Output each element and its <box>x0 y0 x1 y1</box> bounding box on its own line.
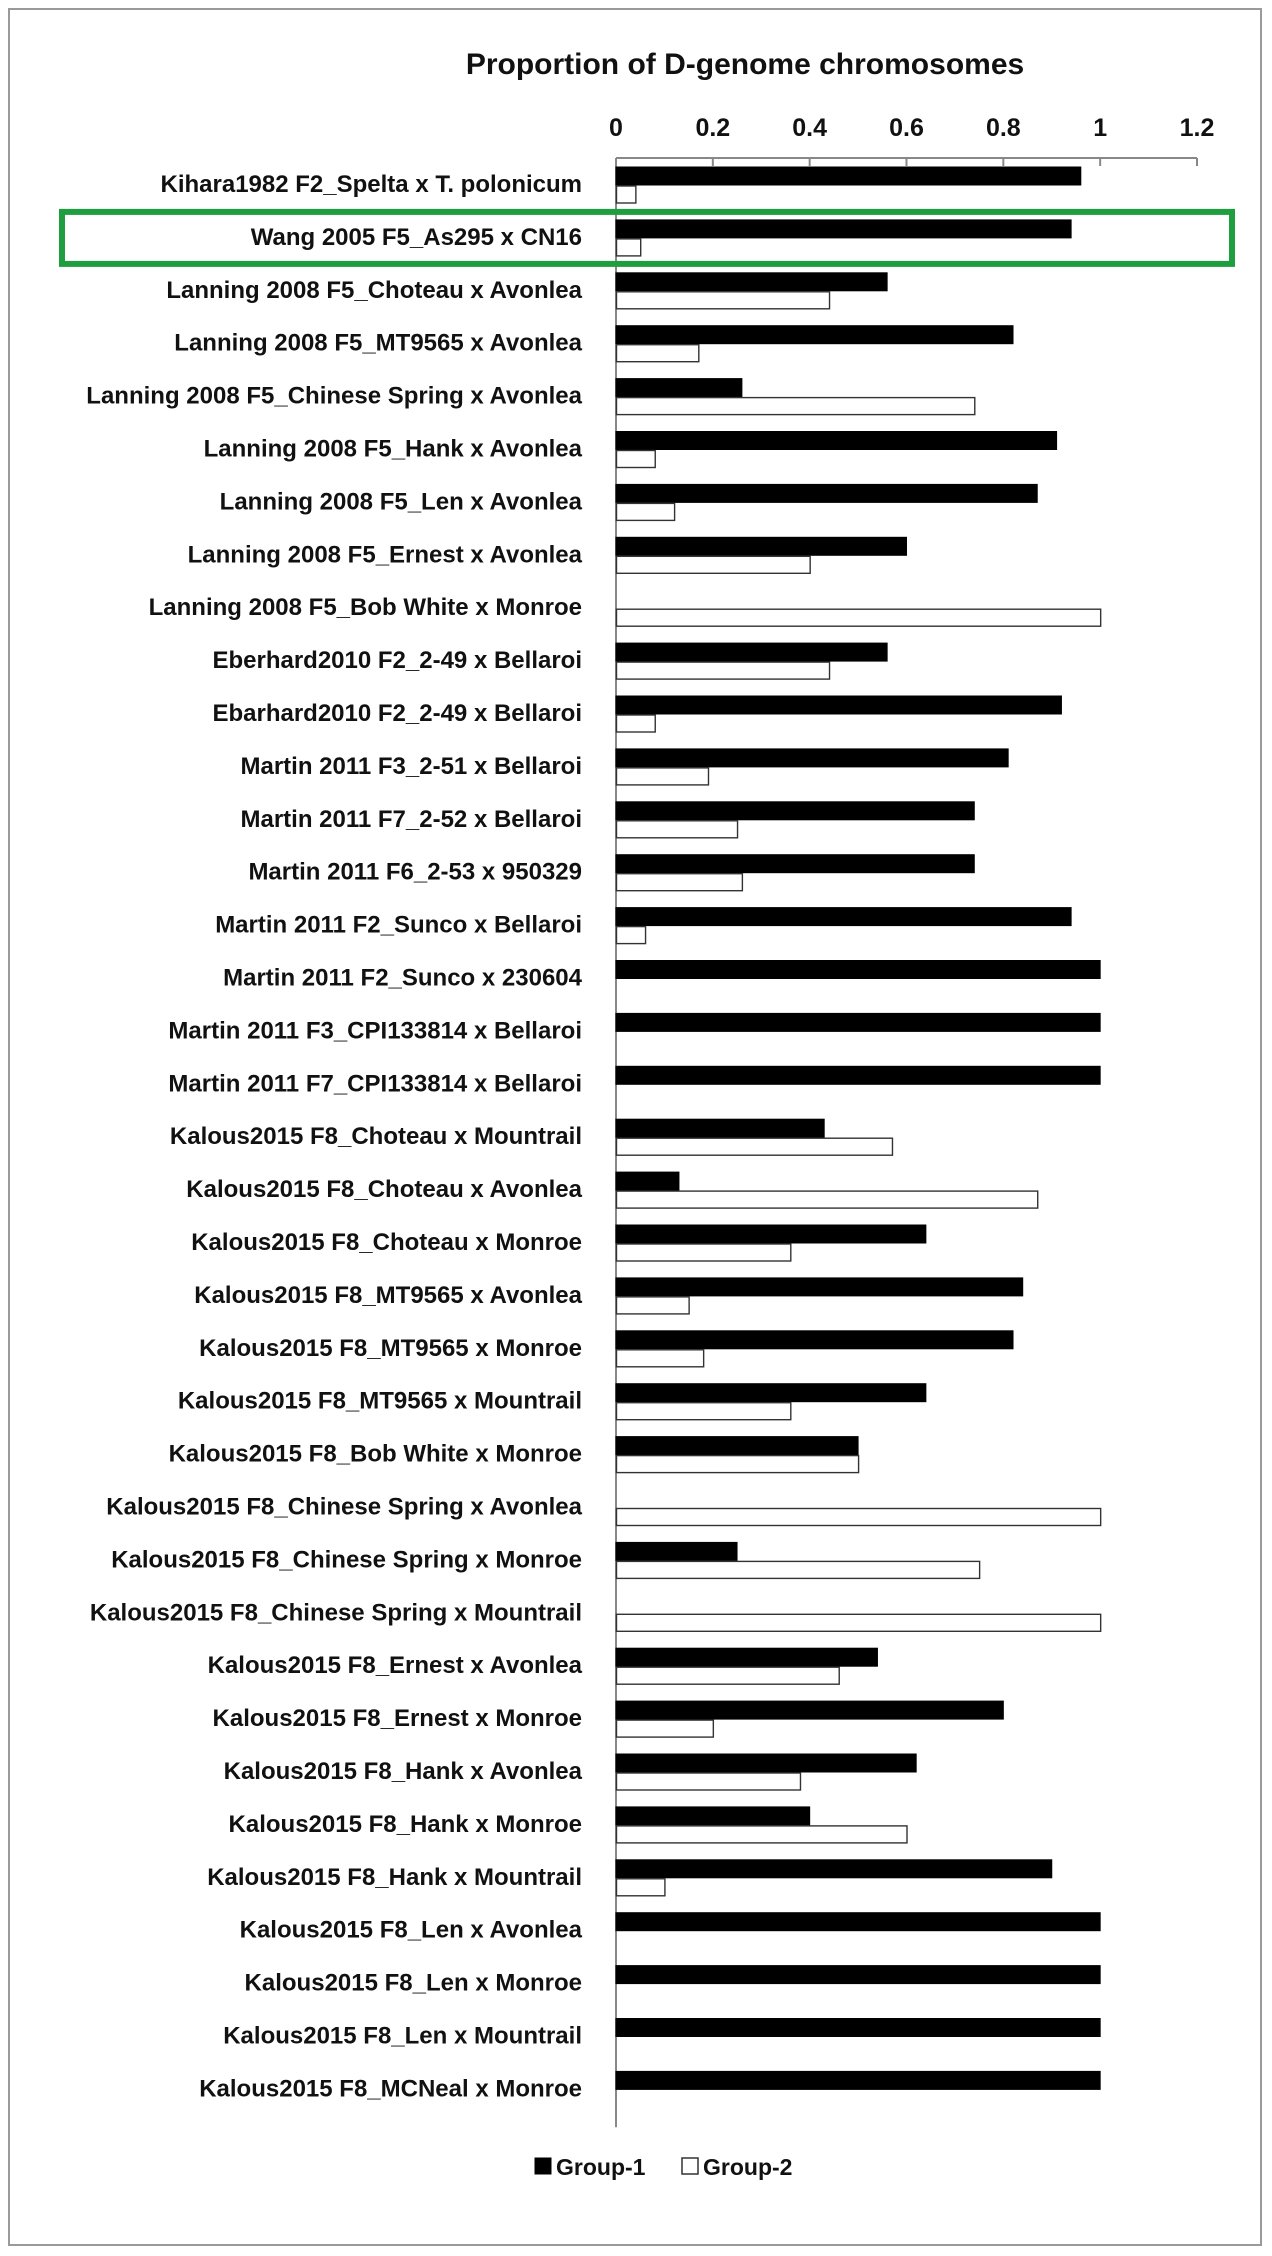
bar-group-1 <box>616 855 974 873</box>
category-label: Martin 2011 F7_2-52 x Bellaroi <box>240 805 582 833</box>
category-label: Martin 2011 F3_CPI133814 x Bellaroi <box>168 1017 582 1045</box>
bar-group-2 <box>617 451 656 468</box>
bar-group-1 <box>616 379 742 397</box>
bar-group-2 <box>617 1138 893 1155</box>
x-tick-label: 0.8 <box>985 114 1021 142</box>
bar-group-1 <box>616 273 887 291</box>
bar-group-2 <box>617 1879 665 1896</box>
bar-group-2 <box>617 292 830 309</box>
bar-group-1 <box>616 1966 1100 1984</box>
category-label: Kalous2015 F8_MT9565 x Monroe <box>199 1334 582 1362</box>
bar-group-1 <box>616 1913 1100 1931</box>
category-label: Ebarhard2010 F2_2-49 x Bellaroi <box>212 700 582 727</box>
bar-group-1 <box>616 1701 1003 1719</box>
bar-group-1 <box>616 1331 1013 1349</box>
category-label: Lanning 2008 F5_Chinese Spring x Avonlea <box>86 382 582 410</box>
category-label: Kalous2015 F8_MT9565 x Avonlea <box>194 1281 582 1309</box>
bar-group-2 <box>617 1191 1038 1208</box>
bar-group-1 <box>616 1278 1023 1296</box>
bar-group-1 <box>616 1172 679 1190</box>
bars <box>616 167 1101 2089</box>
category-label: Kalous2015 F8_Choteau x Monroe <box>191 1229 582 1256</box>
x-tick-label: 0.6 <box>889 114 924 142</box>
bar-group-2 <box>617 768 709 785</box>
bar-group-2 <box>617 1667 840 1684</box>
bar-group-1 <box>616 908 1071 926</box>
chart-title: Proportion of D-genome chromosomes <box>465 48 1025 81</box>
x-tick-label: 1 <box>1093 114 1108 142</box>
category-label: Kalous2015 F8_Chinese Spring x Avonlea <box>106 1493 582 1521</box>
bar-group-2 <box>617 556 811 573</box>
bar-group-2 <box>617 715 656 732</box>
bar-group-2 <box>617 874 743 891</box>
bar-group-1 <box>616 1119 824 1137</box>
bar-group-1 <box>616 749 1008 767</box>
category-label: Martin 2011 F2_Sunco x 230604 <box>223 964 582 992</box>
bar-group-1 <box>616 326 1013 344</box>
category-label: Kalous2015 F8_Choteau x Avonlea <box>186 1176 582 1204</box>
bar-group-2 <box>617 927 646 944</box>
category-label: Eberhard2010 F2_2-49 x Bellaroi <box>212 647 582 675</box>
x-tick-label: 1.2 <box>1179 114 1215 142</box>
bar-group-2 <box>617 1614 1101 1631</box>
bar-group-2 <box>617 239 641 256</box>
x-tick-label: 0 <box>609 114 623 142</box>
category-label: Lanning 2008 F5_MT9565 x Avonlea <box>174 329 582 357</box>
bar-group-1 <box>616 167 1081 185</box>
category-label: Lanning 2008 F5_Bob White x Monroe <box>148 594 582 622</box>
category-label: Kalous2015 F8_Len x Mountrail <box>223 2022 582 2050</box>
bar-group-2 <box>617 503 675 520</box>
bar-group-2 <box>617 1403 791 1420</box>
category-label: Lanning 2008 F5_Hank x Avonlea <box>203 435 582 463</box>
bar-group-1 <box>616 432 1057 450</box>
bar-group-1 <box>616 1225 926 1243</box>
category-label: Kalous2015 F8_Chinese Spring x Mountrail <box>89 1599 582 1627</box>
bar-group-2 <box>617 1350 704 1367</box>
category-label: Martin 2011 F2_Sunco x Bellaroi <box>215 911 582 939</box>
category-label: Kalous2015 F8_MCNeal x Monroe <box>199 2075 582 2103</box>
category-label: Kalous2015 F8_Chinese Spring x Monroe <box>111 1546 582 1574</box>
x-tick-label: 0.2 <box>695 114 731 142</box>
bar-group-2 <box>617 1509 1101 1526</box>
legend-label-group-1: Group-1 <box>556 2154 646 2180</box>
bar-group-1 <box>616 1860 1052 1878</box>
bar-group-1 <box>616 696 1061 714</box>
bar-group-2 <box>617 1297 690 1314</box>
bar-group-2 <box>617 609 1101 626</box>
category-label: Kalous2015 F8_Ernest x Monroe <box>212 1705 582 1733</box>
bar-group-1 <box>616 2071 1100 2089</box>
category-label: Kihara1982 F2_Spelta x T. polonicum <box>160 171 582 198</box>
bar-group-2 <box>617 1720 714 1737</box>
category-label: Lanning 2008 F5_Choteau x Avonlea <box>166 276 582 304</box>
category-label: Lanning 2008 F5_Len x Avonlea <box>219 488 582 516</box>
bar-group-1 <box>616 1542 737 1560</box>
bar-group-1 <box>616 220 1071 238</box>
bar-group-2 <box>617 398 975 415</box>
bar-group-1 <box>616 1648 877 1666</box>
bar-group-1 <box>616 643 887 661</box>
category-label: Kalous2015 F8_Len x Avonlea <box>239 1916 582 1944</box>
bar-group-1 <box>616 1437 858 1455</box>
bar-group-2 <box>617 1561 980 1578</box>
bar-group-2 <box>617 662 830 679</box>
bar-group-2 <box>617 1773 801 1790</box>
category-label: Kalous2015 F8_Hank x Mountrail <box>207 1863 582 1891</box>
category-label: Kalous2015 F8_Ernest x Avonlea <box>207 1652 582 1680</box>
bar-group-1 <box>616 961 1100 979</box>
bar-group-1 <box>616 1754 916 1772</box>
category-label: Kalous2015 F8_Len x Monroe <box>244 1969 582 1997</box>
bar-group-2 <box>617 345 699 362</box>
bar-group-1 <box>616 1807 810 1825</box>
bar-group-1 <box>616 1066 1100 1084</box>
legend <box>535 2154 792 2180</box>
bar-group-2 <box>617 186 636 203</box>
category-label: Kalous2015 F8_MT9565 x Mountrail <box>177 1387 582 1415</box>
category-label: Martin 2011 F7_CPI133814 x Bellaroi <box>168 1070 582 1098</box>
category-labels <box>86 171 582 2102</box>
bar-group-2 <box>617 1826 908 1843</box>
bar-group-1 <box>616 1384 926 1402</box>
category-label: Kalous2015 F8_Choteau x Mountrail <box>169 1123 582 1151</box>
bar-group-1 <box>616 802 974 820</box>
x-tick-label: 0.4 <box>792 114 828 142</box>
category-label: Wang 2005 F5_As295 x CN16 <box>250 223 582 251</box>
category-label: Kalous2015 F8_Bob White x Monroe <box>168 1440 582 1468</box>
bar-group-1 <box>616 484 1037 502</box>
category-label: Martin 2011 F3_2-51 x Bellaroi <box>240 752 582 780</box>
category-label: Lanning 2008 F5_Ernest x Avonlea <box>187 541 582 569</box>
category-label: Martin 2011 F6_2-53 x 950329 <box>248 858 582 886</box>
bar-group-1 <box>616 537 907 555</box>
category-label: Kalous2015 F8_Hank x Monroe <box>228 1810 582 1838</box>
legend-label-group-2: Group-2 <box>703 2154 793 2180</box>
bar-group-1 <box>616 1013 1100 1031</box>
category-label: Kalous2015 F8_Hank x Avonlea <box>223 1758 582 1785</box>
bar-group-2 <box>617 1456 859 1473</box>
bar-group-2 <box>617 1244 791 1261</box>
bar-group-2 <box>617 821 738 838</box>
legend-swatch-group-2 <box>682 2158 698 2174</box>
bar-group-1 <box>616 2019 1100 2037</box>
legend-swatch-group-1 <box>535 2158 551 2174</box>
